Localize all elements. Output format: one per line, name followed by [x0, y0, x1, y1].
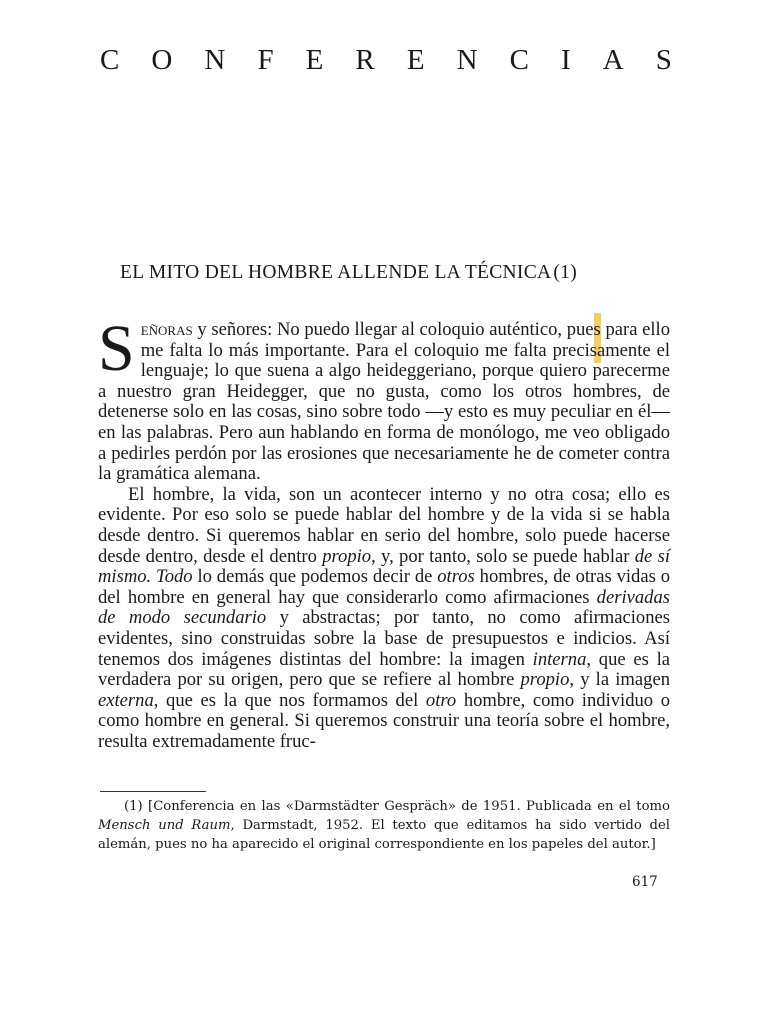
- running-head-letter: C: [100, 44, 120, 76]
- footnote-segment: , Darmstadt, 1952. El texto que editamos ha sido vertido del alemán, pues no ha aparecido el original correspondiente en los papeles del autor.]: [98, 818, 670, 852]
- paragraph-text: , que es la que nos formamos del: [153, 689, 426, 711]
- running-head-letter: O: [151, 44, 173, 76]
- running-head-letter: R: [355, 44, 375, 76]
- italic-text: propio: [322, 545, 372, 567]
- footnote: [98, 797, 670, 854]
- running-head-letter: I: [561, 44, 571, 76]
- paragraph-text: hombre, como individuo o como hombre en general. Si queremos construir una teoría sobre el hombre, resulta extremadamente fruc-: [98, 689, 670, 752]
- paragraph-text: hombres, de otras vidas o del hombre en general hay que considerarlo como afirmaciones: [98, 566, 670, 608]
- paragraph-text: , y la imagen: [569, 669, 670, 691]
- italic-text: externa: [98, 689, 154, 711]
- running-head-letter: E: [305, 44, 324, 76]
- smallcaps-word: eñoras: [140, 319, 193, 340]
- footnote-segment: (1) [Conferencia en las «Darmstädter Gespräch» de 1951. Publicada en el tomo: [124, 799, 670, 814]
- running-head-letter: A: [602, 44, 624, 76]
- italic-text: derivadas de modo secundario: [98, 586, 670, 629]
- paragraph-text: y abstractas; por tanto, no como afirmaciones evidentes, sino construidas sobre la base de presupuestos e indicios. Así tenemos dos imágenes distintas del hombre: la imagen: [98, 607, 671, 670]
- footnote-divider: [100, 791, 206, 792]
- paragraph-text: , y, por tanto, solo se puede hablar: [371, 545, 635, 567]
- italic-text: de sí mismo. Todo: [98, 545, 670, 588]
- running-head-letter: E: [406, 44, 425, 76]
- article-title: [120, 262, 660, 284]
- running-head-letter: C: [509, 44, 529, 76]
- paragraph-1: [98, 312, 670, 485]
- paragraph-text: El hombre, la vida, son un acontecer interno y no otra cosa; ello es evidente. Por eso solo se puede hablar del hombre y de la vida si se habla desde dentro. Si queremos hablar en serio del hombre, solo puede hacerse desde dentro, desde el dentro: [98, 483, 670, 567]
- running-head-letter: F: [257, 44, 274, 76]
- running-head-letter: N: [204, 44, 226, 76]
- italic-text: interna: [532, 648, 587, 670]
- drop-cap: S: [98, 312, 135, 385]
- paragraph-text: lo demás que podemos decir de: [192, 566, 438, 588]
- footnote-text: [98, 797, 670, 854]
- page-number: 617: [632, 874, 658, 890]
- running-head-letter: S: [655, 44, 672, 76]
- italic-text: otros: [437, 566, 475, 588]
- running-head: [100, 44, 672, 77]
- paragraph-text: , que es la verdadera por su origen, pero que se refiere al hombre: [98, 648, 670, 691]
- running-head-letter: N: [456, 44, 478, 76]
- paragraph-text: y señores: No puedo llegar al coloquio auténtico, pues para ello me falta lo más importante. Para el coloquio me falta precisamente el lenguaje; lo que suena a algo heideggeriano, porque quiero parecerme a nuestro gran Heidegger, que no gusta, como los otros hombres, de detenerse solo en las cosas, sino sobre todo —y esto es muy peculiar en él— en las palabras. Pero aun hablando en forma de monólogo, me veo obligado a pedirles perdón por las erosiones que necesariamente he de cometer contra la gramática alemana.: [98, 319, 670, 485]
- italic-text: propio: [520, 669, 570, 691]
- footnote-italic: Mensch und Raum: [98, 818, 231, 833]
- footnote-reference: (1): [553, 262, 577, 283]
- article-title-text: EL MITO DEL HOMBRE ALLENDE LA TÉCNICA: [120, 262, 552, 283]
- italic-text: otro: [425, 689, 457, 711]
- body-text: [98, 312, 671, 752]
- paragraph-2: [98, 485, 670, 753]
